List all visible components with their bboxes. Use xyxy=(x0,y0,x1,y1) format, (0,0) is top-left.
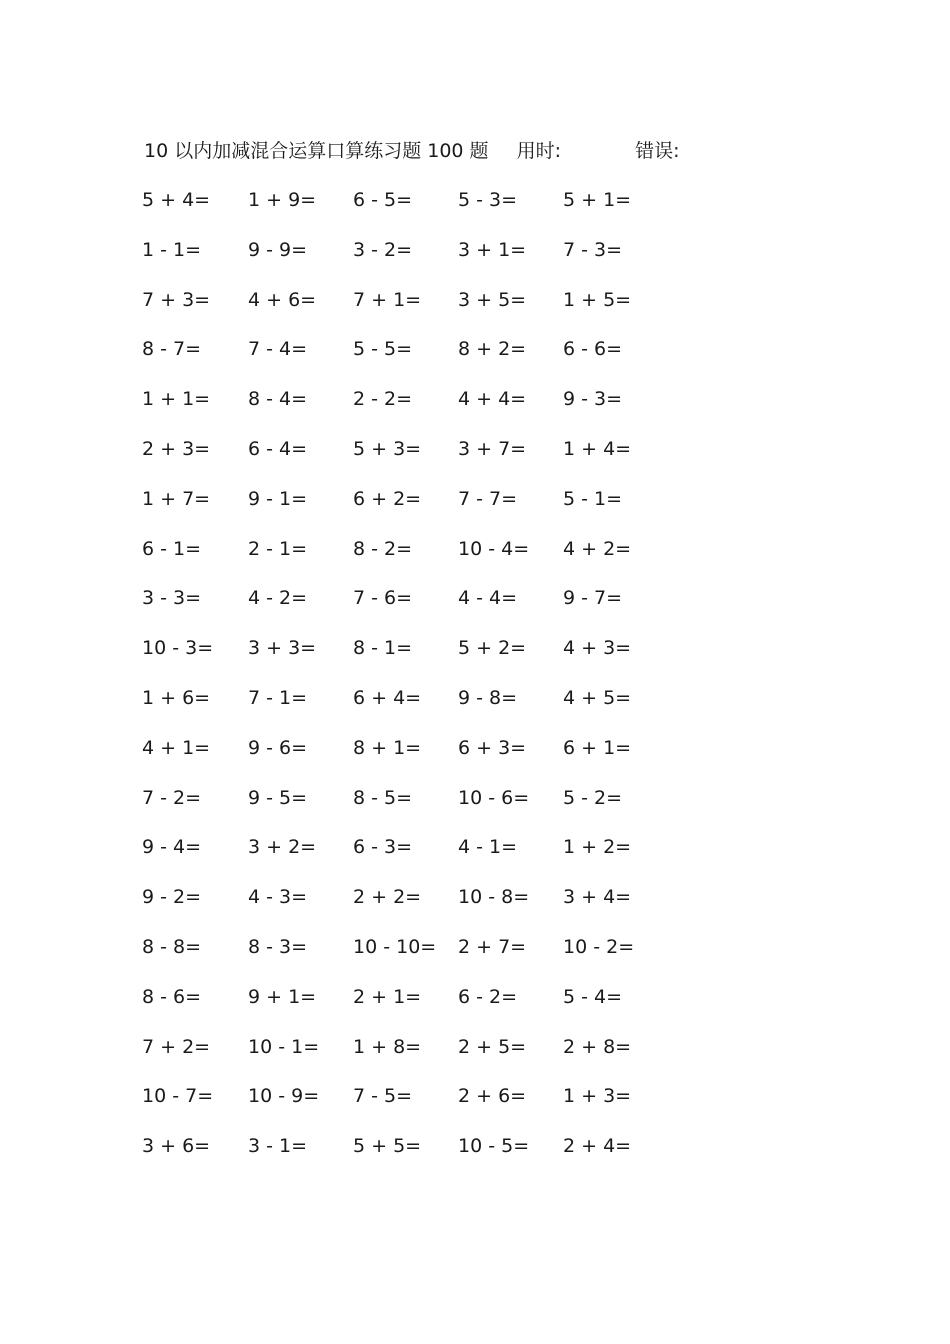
problem-item: 2 + 1= xyxy=(353,985,422,1008)
problem-item: 7 + 2= xyxy=(142,1035,211,1058)
problem-item: 1 + 6= xyxy=(142,686,211,709)
problem-item: 5 - 1= xyxy=(563,487,623,510)
problem-grid xyxy=(142,187,682,1183)
problem-row xyxy=(142,884,682,934)
problem-item: 1 + 9= xyxy=(248,189,317,211)
problem-item: 6 - 5= xyxy=(353,189,413,211)
problem-item: 3 + 3= xyxy=(248,637,317,660)
problem-row xyxy=(142,585,682,635)
problem-item: 8 - 2= xyxy=(353,537,413,560)
problem-item: 3 + 5= xyxy=(458,288,527,311)
problem-row xyxy=(142,536,682,586)
problem-item: 5 - 5= xyxy=(353,338,413,361)
problem-item: 10 - 1= xyxy=(248,1035,320,1058)
problem-item: 9 - 6= xyxy=(248,736,308,759)
problem-item: 5 - 4= xyxy=(563,985,623,1008)
problem-item: 6 - 6= xyxy=(563,338,623,361)
problem-item: 2 + 5= xyxy=(458,1035,527,1058)
problem-item: 7 - 3= xyxy=(563,238,623,261)
problem-item: 4 + 4= xyxy=(458,388,527,411)
problem-item: 6 - 2= xyxy=(458,985,518,1008)
problem-row xyxy=(142,635,682,685)
problem-item: 10 - 3= xyxy=(142,637,214,660)
problem-row xyxy=(142,834,682,884)
problem-item: 5 + 3= xyxy=(353,437,422,460)
problem-item: 1 + 8= xyxy=(353,1035,422,1058)
problem-item: 7 - 5= xyxy=(353,1085,413,1108)
problem-item: 4 - 2= xyxy=(248,587,308,610)
problem-item: 10 - 9= xyxy=(248,1085,320,1108)
problem-item: 8 - 1= xyxy=(353,637,413,660)
problem-row xyxy=(142,386,682,436)
worksheet-header xyxy=(144,138,679,164)
problem-item: 9 + 1= xyxy=(248,985,317,1008)
problem-item: 8 + 2= xyxy=(458,338,527,361)
problem-row xyxy=(142,187,682,237)
problem-row xyxy=(142,336,682,386)
problem-row xyxy=(142,287,682,337)
problem-item: 1 - 1= xyxy=(142,238,202,261)
problem-item: 6 + 2= xyxy=(353,487,422,510)
problem-row xyxy=(142,486,682,536)
problem-item: 3 + 4= xyxy=(563,886,632,909)
problem-item: 6 + 4= xyxy=(353,686,422,709)
problem-item: 8 + 1= xyxy=(353,736,422,759)
errors-label: 错误: xyxy=(635,140,680,162)
problem-row xyxy=(142,237,682,287)
problem-item: 5 - 2= xyxy=(563,786,623,809)
problem-item: 1 + 2= xyxy=(563,836,632,859)
problem-item: 9 - 5= xyxy=(248,786,308,809)
problem-item: 5 + 5= xyxy=(353,1135,422,1158)
problem-item: 2 + 6= xyxy=(458,1085,527,1108)
problem-row xyxy=(142,934,682,984)
problem-row xyxy=(142,1133,682,1183)
problem-item: 3 + 2= xyxy=(248,836,317,859)
problem-item: 5 + 2= xyxy=(458,637,527,660)
problem-item: 2 + 3= xyxy=(142,437,211,460)
problem-item: 2 + 8= xyxy=(563,1035,632,1058)
problem-item: 2 + 2= xyxy=(353,886,422,909)
problem-item: 8 - 3= xyxy=(248,935,308,958)
problem-item: 1 + 3= xyxy=(563,1085,632,1108)
problem-item: 3 + 7= xyxy=(458,437,527,460)
problem-item: 7 - 7= xyxy=(458,487,518,510)
problem-item: 3 - 2= xyxy=(353,238,413,261)
problem-item: 6 + 1= xyxy=(563,736,632,759)
problem-row xyxy=(142,436,682,486)
problem-item: 6 - 3= xyxy=(353,836,413,859)
problem-row xyxy=(142,984,682,1034)
problem-item: 10 - 4= xyxy=(458,537,530,560)
problem-item: 3 + 1= xyxy=(458,238,527,261)
problem-item: 10 - 8= xyxy=(458,886,530,909)
problem-item: 4 + 3= xyxy=(563,637,632,660)
problem-item: 8 - 7= xyxy=(142,338,202,361)
problem-item: 4 - 4= xyxy=(458,587,518,610)
problem-row xyxy=(142,1083,682,1133)
problem-item: 9 - 4= xyxy=(142,836,202,859)
problem-item: 8 - 5= xyxy=(353,786,413,809)
problem-item: 1 + 5= xyxy=(563,288,632,311)
problem-item: 3 - 3= xyxy=(142,587,202,610)
problem-item: 1 + 4= xyxy=(563,437,632,460)
problem-item: 9 - 7= xyxy=(563,587,623,610)
problem-item: 4 + 5= xyxy=(563,686,632,709)
problem-item: 5 + 4= xyxy=(142,189,211,211)
problem-item: 1 + 7= xyxy=(142,487,211,510)
problem-item: 4 + 6= xyxy=(248,288,317,311)
problem-item: 7 - 4= xyxy=(248,338,308,361)
problem-item: 4 - 3= xyxy=(248,886,308,909)
problem-item: 7 - 2= xyxy=(142,786,202,809)
problem-item: 9 - 8= xyxy=(458,686,518,709)
problem-item: 6 - 1= xyxy=(142,537,202,560)
problem-item: 2 + 4= xyxy=(563,1135,632,1158)
problem-item: 9 - 9= xyxy=(248,238,308,261)
problem-row xyxy=(142,785,682,835)
problem-item: 8 - 8= xyxy=(142,935,202,958)
problem-item: 7 - 1= xyxy=(248,686,308,709)
problem-item: 7 + 3= xyxy=(142,288,211,311)
problem-item: 8 - 6= xyxy=(142,985,202,1008)
problem-item: 9 - 3= xyxy=(563,388,623,411)
problem-item: 7 + 1= xyxy=(353,288,422,311)
problem-item: 8 - 4= xyxy=(248,388,308,411)
problem-row xyxy=(142,1034,682,1084)
worksheet-title: 10 以内加减混合运算口算练习题 100 题 xyxy=(144,140,489,162)
problem-item: 3 - 1= xyxy=(248,1135,308,1158)
problem-item: 6 - 4= xyxy=(248,437,308,460)
problem-item: 10 - 10= xyxy=(353,935,437,958)
time-used-label: 用时: xyxy=(516,140,562,162)
problem-item: 5 - 3= xyxy=(458,189,518,211)
problem-item: 2 - 1= xyxy=(248,537,308,560)
problem-row xyxy=(142,685,682,735)
problem-item: 5 + 1= xyxy=(563,189,632,211)
problem-item: 6 + 3= xyxy=(458,736,527,759)
problem-item: 9 - 1= xyxy=(248,487,308,510)
problem-row xyxy=(142,735,682,785)
problem-item: 2 + 7= xyxy=(458,935,527,958)
problem-item: 3 + 6= xyxy=(142,1135,211,1158)
problem-item: 4 + 1= xyxy=(142,736,211,759)
problem-item: 2 - 2= xyxy=(353,388,413,411)
problem-item: 4 + 2= xyxy=(563,537,632,560)
problem-item: 10 - 2= xyxy=(563,935,635,958)
problem-item: 1 + 1= xyxy=(142,388,211,411)
problem-item: 4 - 1= xyxy=(458,836,518,859)
problem-item: 10 - 7= xyxy=(142,1085,214,1108)
problem-item: 10 - 5= xyxy=(458,1135,530,1158)
problem-item: 10 - 6= xyxy=(458,786,530,809)
problem-item: 9 - 2= xyxy=(142,886,202,909)
problem-item: 7 - 6= xyxy=(353,587,413,610)
